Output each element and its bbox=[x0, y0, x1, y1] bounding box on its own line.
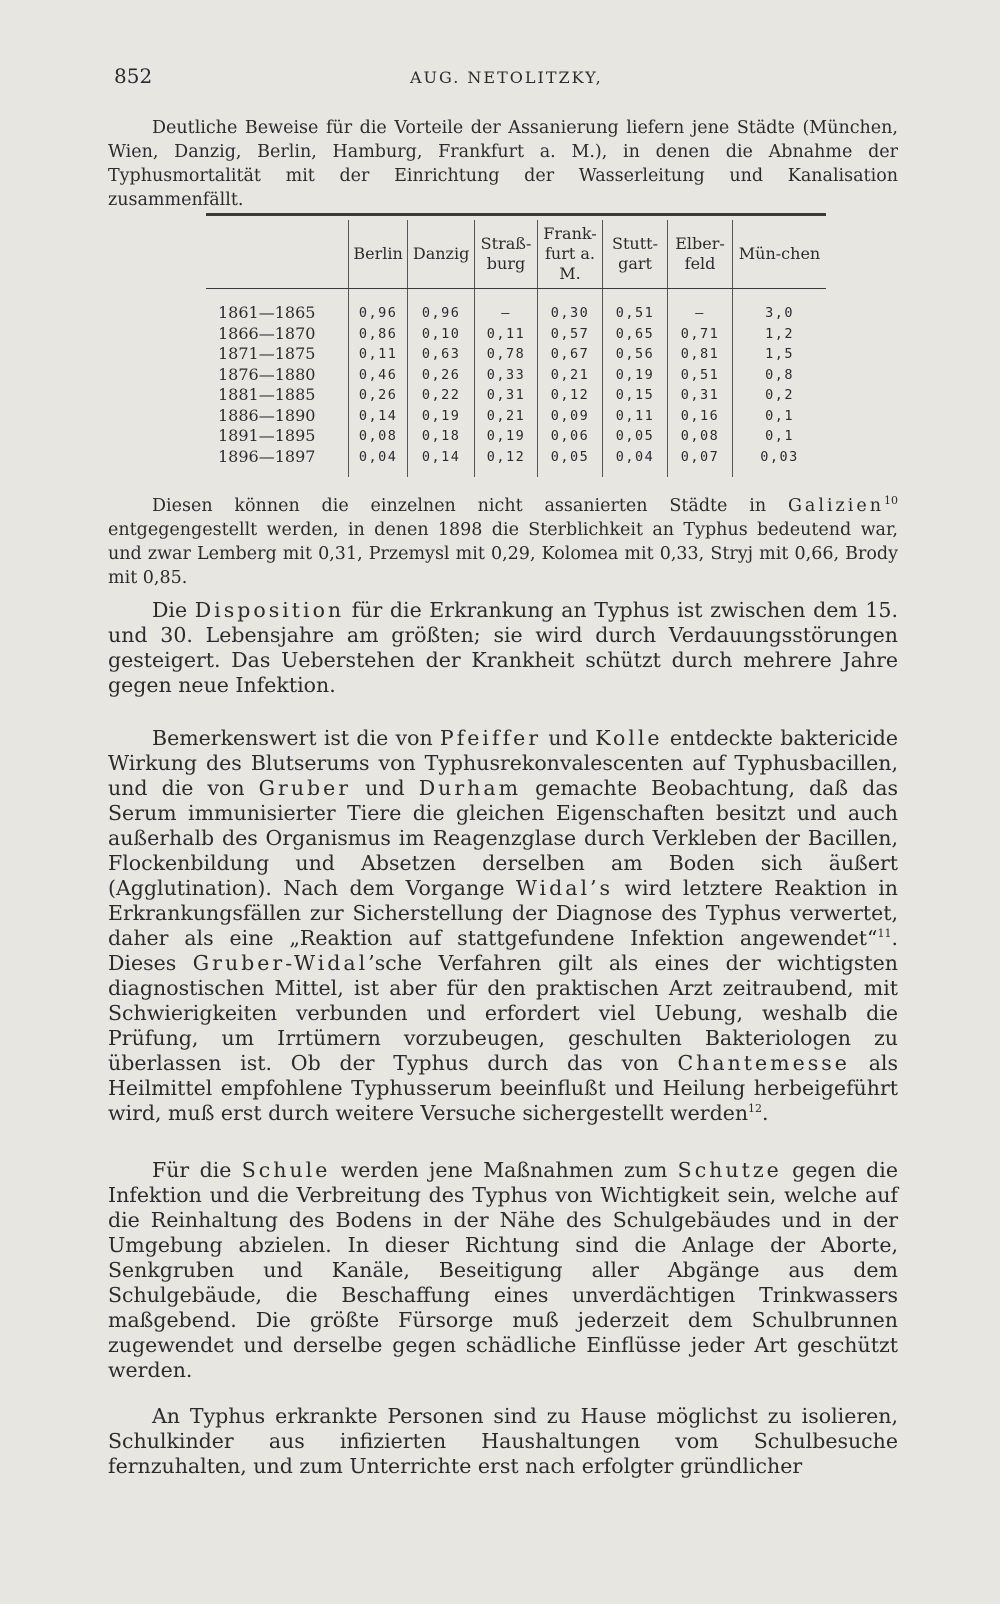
emphasis-galizien: Galizien bbox=[787, 496, 884, 516]
table-row: 1886—1890 0,14 0,19 0,21 0,09 0,11 0,16 0,1 bbox=[206, 406, 826, 427]
name-chantemesse: Chantemesse bbox=[677, 1051, 850, 1075]
emphasis-disposition: Disposition bbox=[194, 598, 345, 622]
footnote-ref-10: 10 bbox=[884, 494, 898, 508]
table-row: 1891—1895 0,08 0,18 0,19 0,06 0,05 0,08 0,1 bbox=[206, 426, 826, 447]
galizien-paragraph: Diesen können die einzelnen nicht assanierten Städte in Galizien$^{10}$ entgegengestellt werden, in denen 1898 die Sterblichkeit an Typhus bedeutend war, und zwar Lemberg mit 0,31, Przemysl mit 0,29, Kolomea mit 0,33, Stryj mit 0,66, Brody mit 0,85. bbox=[108, 494, 898, 588]
table-row: 1896—1897 0,04 0,14 0,12 0,05 0,04 0,07 0,03 bbox=[206, 447, 826, 478]
mortality-data-table bbox=[206, 220, 826, 477]
running-head: AUG. NETOLITZKY, bbox=[410, 68, 603, 87]
table-row: 1866—1870 0,86 0,10 0,11 0,57 0,65 0,71 1,2 bbox=[206, 324, 826, 345]
footnote-ref-11: 11 bbox=[877, 927, 892, 941]
emphasis-schutze: Schutze bbox=[677, 1158, 782, 1182]
column-header-danzig: Danzig bbox=[408, 220, 475, 288]
column-header-stuttgart: Stutt-gart bbox=[603, 220, 668, 288]
table-row: 1881—1885 0,26 0,22 0,31 0,12 0,15 0,31 0,2 bbox=[206, 385, 826, 406]
mortality-table bbox=[206, 213, 826, 477]
name-durham: Durham bbox=[418, 776, 522, 800]
table-row: 1861—1865 0,96 0,96 — 0,30 0,51 — 3,0 bbox=[206, 289, 826, 324]
table-top-rule bbox=[206, 213, 826, 216]
name-widal: Widal’s bbox=[515, 876, 614, 900]
page-number: 852 bbox=[114, 64, 153, 88]
intro-paragraph: Deutliche Beweise für die Vorteile der Assanierung liefern jene Städte (München, Wien, Danzig, Berlin, Hamburg, Frankfurt a. M.), in denen die Abnahme der Typhusmortalität mit der Einrichtung der Wasserleitung und Kanalisation zusammenfällt. bbox=[108, 118, 898, 210]
column-header-muenchen: Mün-chen bbox=[733, 220, 826, 288]
table-row: 1876—1880 0,46 0,26 0,33 0,21 0,19 0,51 0,8 bbox=[206, 365, 826, 386]
isolation-paragraph: An Typhus erkrankte Personen sind zu Hause möglichst zu isolieren, Schulkinder aus infizierten Haushaltungen vom Schulbesuche fernzuhalten, und zum Unterrichte erst nach erfolgter gründlicher bbox=[108, 1404, 898, 1478]
footnote-ref-12: 12 bbox=[748, 1102, 763, 1116]
table-header-row bbox=[206, 220, 826, 288]
column-header-berlin: Berlin bbox=[349, 220, 408, 288]
name-gruber: Gruber bbox=[258, 776, 352, 800]
column-header-period bbox=[206, 220, 349, 288]
serum-paragraph: Bemerkenswert ist die von Pfeiffer und Kolle entdeckte baktericide Wirkung des Blutserums von Typhusrekonvalescenten auf Typhusbacillen, und die von Gruber und Durham gemachte Beobachtung, daß das Serum immunisierter Tiere die gleichen Eigenschaften besitzt und auch außerhalb des Organismus im Reagenzglase durch Verkleben der Bacillen, Flockenbildung und Absetzen derselben am Boden sich äußert (Agglutination). Nach dem Vorgange Widal’s wird letztere Reaktion in Erkrankungsfällen zur Sicherstellung der Diagnose des Typhus verwertet, daher als eine „Reaktion auf stattgefundene Infektion angewendet“$^{11}$. Dieses Gruber-Widal’sche Verfahren gilt als eines der wichtigsten diagnostischen Mittel, ist aber für den praktischen Arzt zeitraubend, mit Schwierigkeiten verbunden und erfordert viel Uebung, weshalb die Prüfung, um Irrtümern vorzubeugen, geschulten Bakteriologen zu überlassen ist. Ob der Typhus durch das von Chantemesse als Heilmittel empfohlene Typhusserum beeinflußt und Heilung herbeigeführt wird, muß erst durch weitere Versuche sichergestellt werden$^{12}$. bbox=[108, 726, 899, 1125]
schule-paragraph: Für die Schule werden jene Maßnahmen zum Schutze gegen die Infektion und die Verbreitung des Typhus von Wichtigkeit sein, welche auf die Reinhaltung des Bodens in der Nähe des Schulgebäudes und in der Umgebung abzielen. In dieser Richtung sind die Anlage der Aborte, Senkgruben und Kanäle, Beseitigung aller Abgänge aus dem Schulgebäude, die Beschaffung eines unverdächtigen Trinkwassers maßgebend. Die größte Fürsorge muß jederzeit dem Schulbrunnen zugewendet und derselbe gegen schädliche Einflüsse jeder Art geschützt werden. bbox=[108, 1158, 898, 1382]
table-row: 1871—1875 0,11 0,63 0,78 0,67 0,56 0,81 1,5 bbox=[206, 344, 826, 365]
emphasis-schule: Schule bbox=[241, 1158, 331, 1182]
column-header-strassburg: Straß-burg bbox=[475, 220, 538, 288]
page-header bbox=[114, 64, 904, 94]
column-header-frankfurt: Frank-furt a. M. bbox=[538, 220, 603, 288]
name-pfeiffer: Pfeiffer bbox=[439, 726, 542, 750]
column-header-elberfeld: Elber-feld bbox=[668, 220, 733, 288]
name-gruber-widal: Gruber-Widal bbox=[192, 951, 369, 975]
name-kolle: Kolle bbox=[595, 726, 663, 750]
disposition-paragraph: Die Disposition für die Erkrankung an Typhus ist zwischen dem 15. und 30. Lebensjahre am größten; sie wird durch Verdauungsstörungen gesteigert. Das Ueberstehen der Krankheit schützt durch mehrere Jahre gegen neue Infektion. bbox=[108, 598, 898, 697]
